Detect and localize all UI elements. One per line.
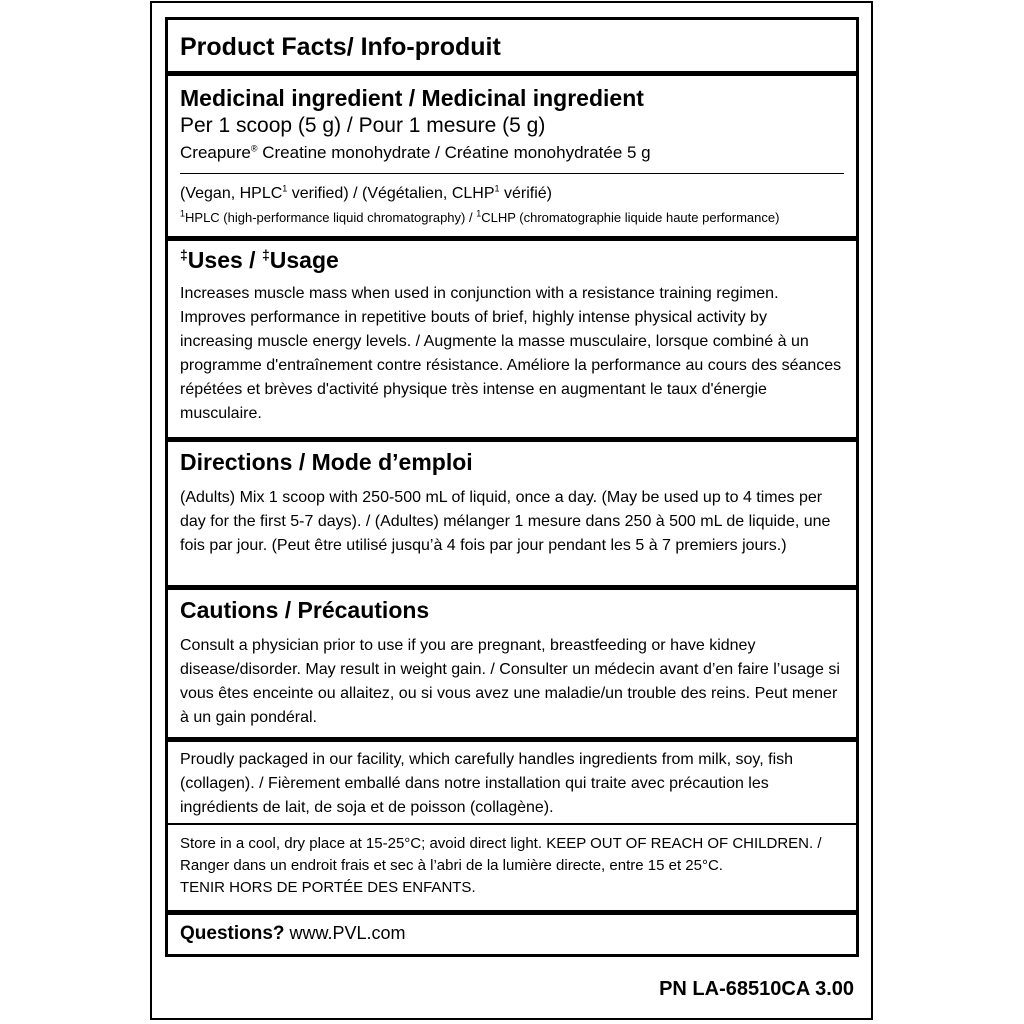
questions-line [180, 920, 844, 947]
vegan-text-c: vérifié) [499, 185, 552, 202]
product-facts-panel [165, 17, 859, 957]
divider [168, 823, 856, 825]
vegan-text-a: (Vegan, HPLC [180, 185, 283, 202]
divider [168, 585, 856, 590]
panel-title: Product Facts/ Info-produit [180, 33, 501, 61]
directions-text: (Adults) Mix 1 scoop with 250-500 mL of liquid, once a day. (May be used up to 4 times per day for the first 5-7 days). / (Adultes) mélanger 1 mesure dans 250 à 500 mL de liquide, une fois par jour. (Peut être utilisé jusqu’à 4 fois par jour pendant les 5 à 7 premiers jours.) [180, 489, 831, 554]
footnote-marker: 1 [180, 208, 186, 219]
questions-label: Questions? [180, 923, 285, 944]
vegan-section [168, 182, 856, 226]
facility-text: Proudly packaged in our facility, which carefully handles ingredients from milk, soy, fish (collagen). / Fièrement emballé dans notre installation qui traite avec précaution les ingrédients de lait, de soja et de poisson (collagène). [180, 751, 794, 816]
questions-section [168, 920, 856, 947]
storage-line-1: Store in a cool, dry place at 15-25°C; avoid direct light. KEEP OUT OF REACH OF CHILDREN. / [180, 835, 822, 852]
uses-heading [180, 246, 844, 274]
divider [168, 236, 856, 241]
serving-size: Per 1 scoop (5 g) / Pour 1 mesure (5 g) [180, 114, 546, 137]
vegan-note [180, 182, 844, 206]
uses-text: Increases muscle mass when used in conjunction with a resistance training regimen. Improves performance in repetitive bouts of brief, highly intense physical activity by increasing muscle energy levels. / Augmente la masse musculaire, lorsque combiné à un programme d'entraînement contre résistance. Améliore la performance au cours des séances répétées et brèves d'activité physique très intense en augmentant le taux d'énergie musculaire. [180, 285, 842, 422]
medicinal-section [168, 84, 856, 165]
footnote-marker: 1 [282, 183, 288, 194]
divider [168, 71, 856, 76]
footnote-marker: 1 [494, 183, 500, 194]
divider [168, 437, 856, 442]
hplc-footnote [180, 210, 844, 226]
ingredient-brand: Creapure [180, 143, 251, 162]
footnote-text-a: HPLC (high-performance liquid chromatography) / [185, 210, 477, 225]
cautions-section [168, 596, 856, 730]
storage-section [168, 833, 856, 899]
dagger-mark: ‡ [180, 246, 188, 263]
directions-section [168, 448, 856, 558]
footnote-text-b: CLHP (chromatographie liquide haute performance) [481, 210, 780, 225]
facility-section [168, 748, 856, 820]
dagger-mark: ‡ [261, 246, 270, 263]
storage-line-3: TENIR HORS DE PORTÉE DES ENFANTS. [180, 879, 476, 896]
registered-mark: ® [250, 143, 258, 154]
storage-line-2: Ranger dans un endroit frais et sec à l’abri de la lumière directe, entre 15 et 25°C. [180, 857, 723, 874]
part-number: PN LA-68510CA 3.00 [659, 978, 854, 1000]
directions-heading: Directions / Mode d’emploi [180, 449, 473, 475]
uses-heading-fr: Usage [269, 247, 339, 273]
cautions-heading: Cautions / Précautions [180, 597, 430, 623]
medicinal-heading: Medicinal ingredient / Medicinal ingredient [180, 85, 644, 111]
divider [180, 173, 844, 174]
divider [168, 910, 856, 915]
uses-heading-en: Uses / [187, 247, 262, 273]
panel-title-section [168, 32, 856, 62]
ingredient-name: Creatine monohydrate / Créatine monohydratée 5 g [257, 143, 651, 162]
divider [168, 737, 856, 742]
vegan-text-b: verified) / (Végétalien, CLHP [287, 185, 495, 202]
footnote-marker: 1 [476, 208, 482, 219]
uses-section [168, 246, 856, 426]
cautions-text: Consult a physician prior to use if you are pregnant, breastfeeding or have kidney disease/disorder. May result in weight gain. / Consulter un médecin avant d’en faire l’usage si vous êtes enceinte ou allaitez, ou si vous avez une maladie/un trouble des reins. Peut mener à un gain pondéral. [180, 637, 840, 726]
website-link[interactable]: www.PVL.com [284, 923, 406, 943]
ingredient-line [180, 141, 844, 165]
